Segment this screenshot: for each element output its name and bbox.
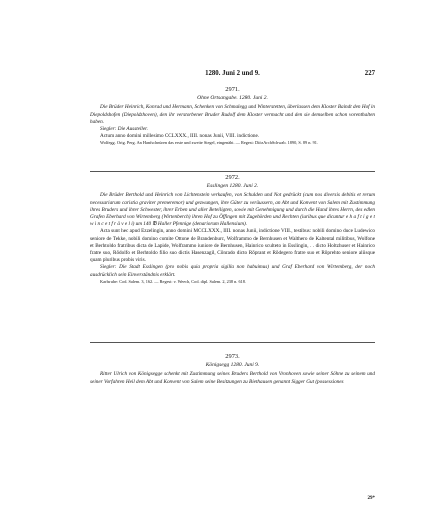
page-number: 227: [364, 70, 375, 77]
running-title: 1280. Juni 2 und 9.: [205, 70, 260, 77]
signature-mark: 29*: [367, 496, 375, 501]
source-note: Karlsruhe: Cod. Salem. 3, 162. — Regest: v. Weech, Cod. dipl. Salem. 2, 238 n. 618.: [100, 278, 246, 284]
entry-text: Acta sunt hec apud Ezzelingin, anno domini MCCLXXX., IIII. nonas Junii, indictione VIII., testibus: nobili domino duce Ludewico seniore de Tekke, nobili domino comite Ottone de Brandenburc, Wolframmo de Bernhusen et Walthero de Kaltental militibus, Wolfone et Berhtoldo fratribus dicta de Lapide, Wolframmo iuniore de Bernhusen, Hainrico sculteto in Esslingin, . . dicto Holtzhuser et Hainrico fratre suo, Rǒdolfo et Berhtoldo filio suo dictis Hasenzagil, Cǒnrado dicto Rǒprant et Rǒdegero fratre suo et Rǒprehto seniore aliisque quam pluribus probis viris.: [90, 228, 375, 264]
place-date: Esslingen 1280. Juni 2.: [206, 183, 259, 190]
entry-summary: Die Brüder Heinrich, Konrad und Hermann, Schenken von Schmalegg und Winterstetten, überlassen dem Kloster Baindt den Hof in Diepoldshofen (Diepoldzhoven), den ihr verstorbener Bruder Rudolf dem Kloster vermacht und den sie demselben schon vorenthalten haben.: [90, 104, 375, 125]
source-note: Wolfegg. Orig. Perg. An Hanfschnüren das erste und zweite Siegel, eingenäht. — Regest: DiözArchSchwab. 1890, S. 89 n. 91.: [100, 140, 318, 146]
sealer-line: Siegler: Die Stadt Esslingen (pro nobis quia propria sigilla non habuimus) und Graf Eberhard von Wirtemberg, der noch ausdrücklich sein Einverständnis erklärt.: [90, 264, 375, 278]
place-date: Ohne Ortsangabe. 1280. Juni 2.: [197, 95, 268, 102]
entry-2971: [90, 86, 375, 146]
entry-number: 2971.: [225, 86, 240, 93]
separator-rule: [90, 342, 375, 343]
entry-number: 2972.: [225, 174, 240, 181]
entry-2973: [90, 353, 375, 386]
entry-2972: [90, 174, 375, 285]
entry-text: Ritter Ulrich von Königsegge schenkt mit Zustimmung seines Bruders Berthold von Vronhoven sowie seiner Söhne zu seinem und seiner Vorfahren Heil dem Abt und Konvent von Salem seine Besitzungen zu Biethausen genannt Sigger Gut (possessiones: [90, 371, 375, 385]
entry-summary: Die Brüder Berthold und Heinrich von Lichtenstein verkaufen, von Schulden und Not gedrückt (cum nos diversis debitis et rerum necessariarum caristia graviter premeremor) und gezwungen, ihre Güter zu veräussern, an Abt und Konvent von Salem mit Zustimmung ihres Bruders und ihrer Schwester, ihrer Erben und aller Beteiligten, sowie mit Genehmigung und durch die Hand ihres Herrn, des edlen Grafen Eberhard von Wirtemberg (Wirtenberch) ihren Hof zu Öffingen mit Zugehörden und Rechten (iuribus que dicuntur e h a f t i g e t w i n c e t f r ä v e l i) um 140 ℔ Haller Pfennige (denariorum Hallensium).: [90, 192, 375, 228]
entry-text: Actum anno domini millesimo CCLXXX., IIII. nonas Junii, VIII. indictione.: [100, 133, 260, 140]
place-date: Königsegg 1280. Juni 9.: [205, 362, 260, 369]
sealer-line: Siegler: Die Aussteller.: [100, 126, 148, 133]
separator-rule: [90, 171, 375, 172]
entry-number: 2973.: [225, 353, 240, 360]
page-header: [90, 70, 375, 82]
